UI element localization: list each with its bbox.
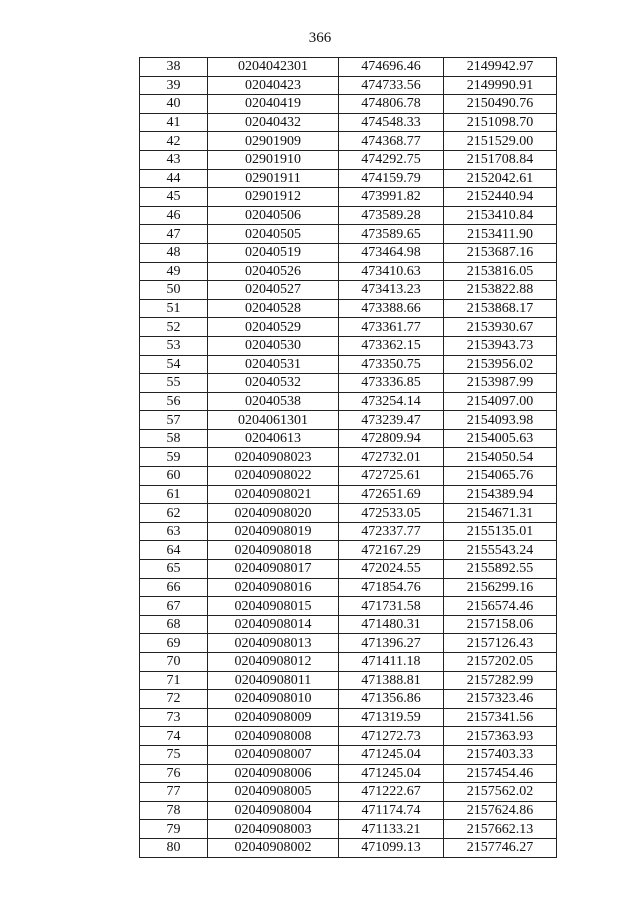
point-id-cell: 02040908007 xyxy=(208,745,339,764)
table-row xyxy=(140,541,557,560)
table-row xyxy=(140,132,557,151)
point-number-cell: 75 xyxy=(140,745,208,764)
table-row xyxy=(140,411,557,430)
x-coordinate-cell: 473410.63 xyxy=(339,262,444,281)
y-coordinate-cell: 2157202.05 xyxy=(444,653,557,672)
x-coordinate-cell: 473589.28 xyxy=(339,206,444,225)
y-coordinate-cell: 2153816.05 xyxy=(444,262,557,281)
point-number-cell: 63 xyxy=(140,522,208,541)
table-row xyxy=(140,504,557,523)
table-row xyxy=(140,113,557,132)
x-coordinate-cell: 473239.47 xyxy=(339,411,444,430)
point-id-cell: 02040908010 xyxy=(208,690,339,709)
point-number-cell: 53 xyxy=(140,336,208,355)
x-coordinate-cell: 473413.23 xyxy=(339,281,444,300)
x-coordinate-cell: 472732.01 xyxy=(339,448,444,467)
point-id-cell: 02040526 xyxy=(208,262,339,281)
table-row xyxy=(140,485,557,504)
point-number-cell: 77 xyxy=(140,783,208,802)
x-coordinate-cell: 472533.05 xyxy=(339,504,444,523)
table-row xyxy=(140,225,557,244)
y-coordinate-cell: 2157341.56 xyxy=(444,708,557,727)
y-coordinate-cell: 2153822.88 xyxy=(444,281,557,300)
point-id-cell: 02040530 xyxy=(208,336,339,355)
point-id-cell: 02040908004 xyxy=(208,801,339,820)
y-coordinate-cell: 2153987.99 xyxy=(444,374,557,393)
point-id-cell: 02040908021 xyxy=(208,485,339,504)
point-id-cell: 02040908020 xyxy=(208,504,339,523)
y-coordinate-cell: 2157126.43 xyxy=(444,634,557,653)
y-coordinate-cell: 2149990.91 xyxy=(444,76,557,95)
y-coordinate-cell: 2154093.98 xyxy=(444,411,557,430)
point-id-cell: 02901909 xyxy=(208,132,339,151)
y-coordinate-cell: 2151098.70 xyxy=(444,113,557,132)
x-coordinate-cell: 473254.14 xyxy=(339,392,444,411)
point-id-cell: 02901910 xyxy=(208,150,339,169)
table-row xyxy=(140,615,557,634)
table-row xyxy=(140,634,557,653)
y-coordinate-cell: 2154065.76 xyxy=(444,467,557,486)
point-number-cell: 65 xyxy=(140,560,208,579)
point-number-cell: 40 xyxy=(140,95,208,114)
table-row xyxy=(140,243,557,262)
x-coordinate-cell: 473388.66 xyxy=(339,299,444,318)
x-coordinate-cell: 474368.77 xyxy=(339,132,444,151)
point-id-cell: 02040908003 xyxy=(208,820,339,839)
y-coordinate-cell: 2153943.73 xyxy=(444,336,557,355)
x-coordinate-cell: 471245.04 xyxy=(339,764,444,783)
point-id-cell: 02040432 xyxy=(208,113,339,132)
x-coordinate-cell: 473991.82 xyxy=(339,188,444,207)
table-row xyxy=(140,299,557,318)
y-coordinate-cell: 2155892.55 xyxy=(444,560,557,579)
point-number-cell: 58 xyxy=(140,429,208,448)
y-coordinate-cell: 2153687.16 xyxy=(444,243,557,262)
point-number-cell: 78 xyxy=(140,801,208,820)
table-row xyxy=(140,820,557,839)
table-row xyxy=(140,374,557,393)
point-number-cell: 41 xyxy=(140,113,208,132)
x-coordinate-cell: 474696.46 xyxy=(339,58,444,77)
y-coordinate-cell: 2153868.17 xyxy=(444,299,557,318)
table-row xyxy=(140,448,557,467)
point-id-cell: 02040908009 xyxy=(208,708,339,727)
y-coordinate-cell: 2153930.67 xyxy=(444,318,557,337)
y-coordinate-cell: 2155543.24 xyxy=(444,541,557,560)
point-number-cell: 59 xyxy=(140,448,208,467)
point-id-cell: 02040908014 xyxy=(208,615,339,634)
point-number-cell: 52 xyxy=(140,318,208,337)
y-coordinate-cell: 2157323.46 xyxy=(444,690,557,709)
point-id-cell: 02040908023 xyxy=(208,448,339,467)
x-coordinate-cell: 474548.33 xyxy=(339,113,444,132)
x-coordinate-cell: 474806.78 xyxy=(339,95,444,114)
point-id-cell: 02040908017 xyxy=(208,560,339,579)
table-row xyxy=(140,318,557,337)
y-coordinate-cell: 2157403.33 xyxy=(444,745,557,764)
point-number-cell: 43 xyxy=(140,150,208,169)
y-coordinate-cell: 2157624.86 xyxy=(444,801,557,820)
point-id-cell: 02040908013 xyxy=(208,634,339,653)
point-id-cell: 02040908019 xyxy=(208,522,339,541)
coordinate-table xyxy=(139,57,557,858)
y-coordinate-cell: 2150490.76 xyxy=(444,95,557,114)
y-coordinate-cell: 2152042.61 xyxy=(444,169,557,188)
x-coordinate-cell: 471731.58 xyxy=(339,597,444,616)
point-number-cell: 55 xyxy=(140,374,208,393)
table-row xyxy=(140,467,557,486)
point-number-cell: 67 xyxy=(140,597,208,616)
point-number-cell: 49 xyxy=(140,262,208,281)
point-number-cell: 72 xyxy=(140,690,208,709)
point-id-cell: 02040532 xyxy=(208,374,339,393)
y-coordinate-cell: 2157454.46 xyxy=(444,764,557,783)
point-number-cell: 74 xyxy=(140,727,208,746)
x-coordinate-cell: 473589.65 xyxy=(339,225,444,244)
table-row xyxy=(140,838,557,857)
point-id-cell: 02040528 xyxy=(208,299,339,318)
table-row xyxy=(140,336,557,355)
x-coordinate-cell: 471222.67 xyxy=(339,783,444,802)
y-coordinate-cell: 2156299.16 xyxy=(444,578,557,597)
y-coordinate-cell: 2154389.94 xyxy=(444,485,557,504)
table-row xyxy=(140,169,557,188)
x-coordinate-cell: 471319.59 xyxy=(339,708,444,727)
point-id-cell: 02040531 xyxy=(208,355,339,374)
y-coordinate-cell: 2153956.02 xyxy=(444,355,557,374)
y-coordinate-cell: 2157282.99 xyxy=(444,671,557,690)
point-id-cell: 02040908015 xyxy=(208,597,339,616)
point-number-cell: 79 xyxy=(140,820,208,839)
point-id-cell: 02901912 xyxy=(208,188,339,207)
x-coordinate-cell: 474733.56 xyxy=(339,76,444,95)
y-coordinate-cell: 2154671.31 xyxy=(444,504,557,523)
y-coordinate-cell: 2149942.97 xyxy=(444,58,557,77)
x-coordinate-cell: 472651.69 xyxy=(339,485,444,504)
table-row xyxy=(140,206,557,225)
point-number-cell: 42 xyxy=(140,132,208,151)
point-id-cell: 02040419 xyxy=(208,95,339,114)
table-row xyxy=(140,522,557,541)
y-coordinate-cell: 2156574.46 xyxy=(444,597,557,616)
x-coordinate-cell: 472337.77 xyxy=(339,522,444,541)
table-row xyxy=(140,578,557,597)
table-row xyxy=(140,690,557,709)
point-id-cell: 02901911 xyxy=(208,169,339,188)
point-number-cell: 54 xyxy=(140,355,208,374)
point-id-cell: 02040908018 xyxy=(208,541,339,560)
point-number-cell: 44 xyxy=(140,169,208,188)
page-number: 366 xyxy=(308,30,332,46)
point-number-cell: 71 xyxy=(140,671,208,690)
y-coordinate-cell: 2153411.90 xyxy=(444,225,557,244)
y-coordinate-cell: 2157562.02 xyxy=(444,783,557,802)
x-coordinate-cell: 473361.77 xyxy=(339,318,444,337)
point-number-cell: 47 xyxy=(140,225,208,244)
y-coordinate-cell: 2151708.84 xyxy=(444,150,557,169)
point-id-cell: 02040538 xyxy=(208,392,339,411)
table-row xyxy=(140,262,557,281)
y-coordinate-cell: 2154050.54 xyxy=(444,448,557,467)
x-coordinate-cell: 471099.13 xyxy=(339,838,444,857)
x-coordinate-cell: 474159.79 xyxy=(339,169,444,188)
point-number-cell: 80 xyxy=(140,838,208,857)
x-coordinate-cell: 472725.61 xyxy=(339,467,444,486)
table-row xyxy=(140,745,557,764)
x-coordinate-cell: 471411.18 xyxy=(339,653,444,672)
x-coordinate-cell: 471396.27 xyxy=(339,634,444,653)
x-coordinate-cell: 471174.74 xyxy=(339,801,444,820)
y-coordinate-cell: 2152440.94 xyxy=(444,188,557,207)
y-coordinate-cell: 2157662.13 xyxy=(444,820,557,839)
y-coordinate-cell: 2151529.00 xyxy=(444,132,557,151)
point-id-cell: 02040908005 xyxy=(208,783,339,802)
table-row xyxy=(140,727,557,746)
point-id-cell: 02040506 xyxy=(208,206,339,225)
y-coordinate-cell: 2157746.27 xyxy=(444,838,557,857)
point-id-cell: 02040908012 xyxy=(208,653,339,672)
point-number-cell: 70 xyxy=(140,653,208,672)
table-row xyxy=(140,429,557,448)
y-coordinate-cell: 2157363.93 xyxy=(444,727,557,746)
point-number-cell: 57 xyxy=(140,411,208,430)
point-id-cell: 02040908002 xyxy=(208,838,339,857)
table-row xyxy=(140,281,557,300)
table-row xyxy=(140,801,557,820)
point-number-cell: 39 xyxy=(140,76,208,95)
table-row xyxy=(140,355,557,374)
table-row xyxy=(140,708,557,727)
table-row xyxy=(140,392,557,411)
x-coordinate-cell: 471272.73 xyxy=(339,727,444,746)
point-number-cell: 73 xyxy=(140,708,208,727)
point-id-cell: 02040423 xyxy=(208,76,339,95)
table-row xyxy=(140,764,557,783)
x-coordinate-cell: 472024.55 xyxy=(339,560,444,579)
point-id-cell: 02040529 xyxy=(208,318,339,337)
table-row xyxy=(140,58,557,77)
point-id-cell: 02040519 xyxy=(208,243,339,262)
point-number-cell: 66 xyxy=(140,578,208,597)
point-number-cell: 76 xyxy=(140,764,208,783)
x-coordinate-cell: 473350.75 xyxy=(339,355,444,374)
x-coordinate-cell: 473464.98 xyxy=(339,243,444,262)
y-coordinate-cell: 2154097.00 xyxy=(444,392,557,411)
x-coordinate-cell: 474292.75 xyxy=(339,150,444,169)
point-number-cell: 60 xyxy=(140,467,208,486)
point-number-cell: 61 xyxy=(140,485,208,504)
x-coordinate-cell: 471133.21 xyxy=(339,820,444,839)
point-number-cell: 64 xyxy=(140,541,208,560)
x-coordinate-cell: 472167.29 xyxy=(339,541,444,560)
point-number-cell: 45 xyxy=(140,188,208,207)
point-id-cell: 02040613 xyxy=(208,429,339,448)
x-coordinate-cell: 472809.94 xyxy=(339,429,444,448)
x-coordinate-cell: 471356.86 xyxy=(339,690,444,709)
table-row xyxy=(140,150,557,169)
x-coordinate-cell: 471388.81 xyxy=(339,671,444,690)
point-number-cell: 46 xyxy=(140,206,208,225)
table-row xyxy=(140,783,557,802)
table-row xyxy=(140,671,557,690)
x-coordinate-cell: 471245.04 xyxy=(339,745,444,764)
point-number-cell: 50 xyxy=(140,281,208,300)
table-row xyxy=(140,560,557,579)
point-number-cell: 56 xyxy=(140,392,208,411)
point-id-cell: 02040908022 xyxy=(208,467,339,486)
point-id-cell: 02040505 xyxy=(208,225,339,244)
point-number-cell: 38 xyxy=(140,58,208,77)
point-number-cell: 48 xyxy=(140,243,208,262)
x-coordinate-cell: 473362.15 xyxy=(339,336,444,355)
table-row xyxy=(140,95,557,114)
point-id-cell: 02040527 xyxy=(208,281,339,300)
table-row xyxy=(140,188,557,207)
point-number-cell: 68 xyxy=(140,615,208,634)
table-row xyxy=(140,653,557,672)
coordinate-table-body xyxy=(140,58,557,858)
point-number-cell: 62 xyxy=(140,504,208,523)
point-id-cell: 0204042301 xyxy=(208,58,339,77)
point-id-cell: 02040908011 xyxy=(208,671,339,690)
x-coordinate-cell: 473336.85 xyxy=(339,374,444,393)
y-coordinate-cell: 2153410.84 xyxy=(444,206,557,225)
y-coordinate-cell: 2157158.06 xyxy=(444,615,557,634)
point-id-cell: 02040908008 xyxy=(208,727,339,746)
point-id-cell: 0204061301 xyxy=(208,411,339,430)
point-id-cell: 02040908006 xyxy=(208,764,339,783)
table-row xyxy=(140,76,557,95)
table-row xyxy=(140,597,557,616)
y-coordinate-cell: 2155135.01 xyxy=(444,522,557,541)
point-id-cell: 02040908016 xyxy=(208,578,339,597)
y-coordinate-cell: 2154005.63 xyxy=(444,429,557,448)
x-coordinate-cell: 471854.76 xyxy=(339,578,444,597)
point-number-cell: 69 xyxy=(140,634,208,653)
x-coordinate-cell: 471480.31 xyxy=(339,615,444,634)
point-number-cell: 51 xyxy=(140,299,208,318)
